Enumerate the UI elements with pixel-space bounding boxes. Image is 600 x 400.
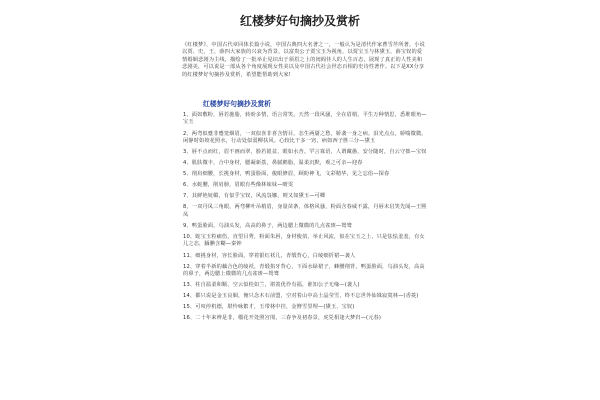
quote-item: 16、二十年来辨是非，榴花开处照宫闱，三春争及初春景，虎兕相逢大梦归—(元春) — [183, 315, 382, 322]
intro-paragraph: 《红楼梦》，中国古代章回体长篇小说，中国古典四大名著之一，一般认为是清代作家曹雪芹所著。小说以贾、史、王、薛四大家族的兴衰为背景，以富贵公子贾宝玉为视角，以贾宝玉与林黛玉、薛宝钗的爱情婚姻悲剧为主线，描绘了一批举止见识出于须眉之上的闺阁佳人的人生百态，展现了真正的人性美和悲剧美，可以说是一部从各个角度展现女性美以及中国古代社会世态百相的史诗性著作。以下是XX分享的红楼梦好句摘抄及赏析，希望能帮助到大家! — [182, 42, 425, 78]
quote-item: 12、穿着半新的藕合色的绫袄，青缎掐牙背心，下面水绿裙子，蜂腰削背，鸭蛋脸面，乌油头发，高高的鼻子，两边腮上微微的几点雀斑—鸳鸯 — [183, 263, 425, 278]
quote-item: 3、唇不点而红，眉不画而翠，脸若银盆，眼如水杏。罕言寡语，人谓藏愚，安分随时，自云守拙—宝钗 — [183, 149, 427, 155]
quote-item: 14、都只说是金玉良姻，俺只念木石前盟，空对着山中高士晶莹雪，终不忘世外仙姝寂寞林—(香菱) — [183, 293, 419, 300]
quote-item: 10、蛇宝玉粒痛伤，直望目秀，粉面朱唇，身材俊俏，举止风流，似在宝玉之上，只是怯怯羞羞，有女儿之态，腼腆含糊—秦钟 — [183, 234, 425, 248]
quote-item: 7、其鲜艳妩媚，有似乎宝钗，风流袅娜，则又如黛玉—可卿 — [183, 193, 326, 200]
section-heading: 红楼梦好句摘抄及赏析 — [203, 100, 271, 108]
quote-item: 5、削肩细腰，长挑身材，鸭蛋脸面，俊眼修眉，顾盼神飞，文彩精华，见之忘俗—探春 — [183, 171, 390, 178]
quote-item: 13、柱自温柔和顺，空云似桂如兰，堪羡优伶有福，谁知公子无缘—(袭人) — [183, 282, 360, 289]
quote-item: 9、鸭蛋脸面，乌油头发，高高的鼻子，两边腮上微微的几点雀斑—鸳鸯 — [183, 222, 352, 229]
document-title: 红楼梦好句摘抄及赏析 — [239, 14, 360, 28]
quote-item: 8、一双丹凤三角眼，两弯柳叶吊梢眉，身量苗条，体格风骚，粉面含春威不露，丹唇未启笑先闻—王熙凤 — [183, 204, 427, 218]
quote-item: 2、两弯似蹙非蹙笼烟眉，一双似喜非喜含情目。态生两靥之愁，娇袭一身之病。泪光点点，娇喘微微。闲静时如姣花照水，行动处似弱柳扶风。心较比干多一窍，病如西子胜三分—黛玉 — [183, 130, 427, 144]
quote-item: 6、水蛇腰，削肩膀，眉眼有些像林妹妹—晴雯 — [183, 182, 294, 189]
quote-list — [183, 112, 428, 327]
quote-item: 4、肌肤微丰，合中身材，腮凝新荔，鼻腻鹅脂，温柔沉默，观之可亲—迎春 — [183, 160, 363, 167]
quote-item: 11、细挑身材，容长脸面，穿着银红袄儿，青缎背心，白绫细折裙—袭人 — [183, 252, 356, 259]
quote-item: 15、可叹停机德，堪怜咏絮才，玉带林中挂，金簪雪里埋—(黛玉、宝钗) — [183, 304, 355, 311]
quote-item: 1、面如敷粉，唇若施脂，转盼多情，语言常笑。天然一段风骚，全在眉梢，平生万种情思，悉堆眼角—宝玉 — [183, 112, 427, 126]
